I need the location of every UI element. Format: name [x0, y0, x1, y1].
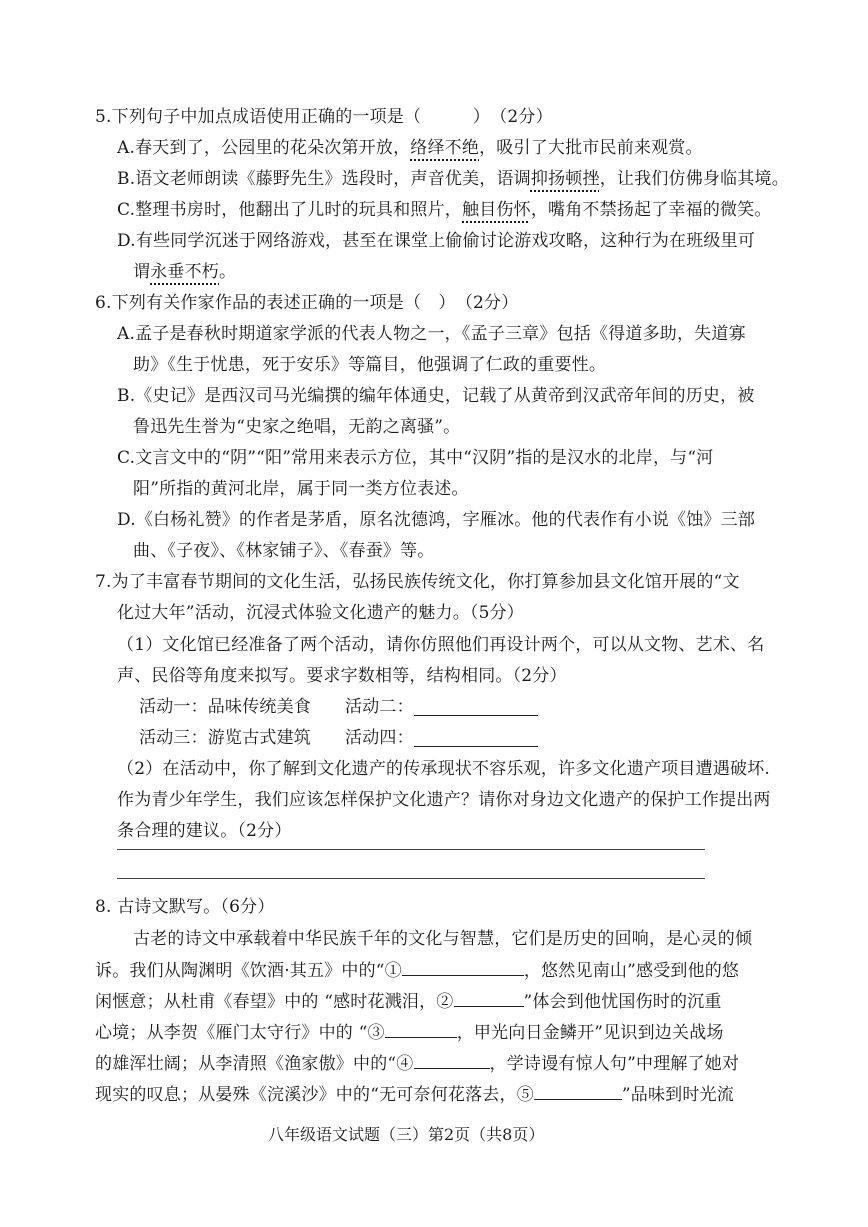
poem-blank-5[interactable]: [534, 1083, 622, 1100]
q6-option-b-line2: 鲁迅先生誉为“史家之绝唱，无韵之离骚”。: [133, 417, 461, 437]
q8-text-line3: 闲惬意；从杜甫《春望》中的 “感时花溅泪，② ”体会到他忧国伤时的沉重: [95, 992, 722, 1012]
q5-option-d-line2: 谓永垂不朽。: [133, 262, 237, 282]
poem-blank-3[interactable]: [385, 1021, 457, 1038]
q5-c-idiom: 触目伤怀: [462, 200, 531, 220]
activity-four-blank[interactable]: [414, 730, 538, 747]
q7-part2-line3: 条合理的建议。（2分）: [117, 821, 292, 841]
q5-stem: 5.下列句子中加点成语使用正确的一项是（ ） （2分）: [95, 107, 553, 127]
q6-option-b-line1: B.《史记》是西汉司马光编撰的编年体通史，记载了从黄帝到汉武帝年间的历史，被: [117, 386, 755, 406]
page-footer: 八年级语文试题（三）第2页（共8页）: [268, 1125, 545, 1144]
activity-two-label: 活动二：: [345, 697, 414, 717]
answer-line-1[interactable]: [117, 849, 705, 850]
q5-option-b: B.语文老师朗读《藤野先生》选段时，声音优美，语调抑扬顿挫，让我们仿佛身临其境。: [117, 169, 789, 189]
q8-text-line5: 的雄浑壮阔；从李清照《渔家傲》中的“④ ，学诗谩有惊人句”中理解了她对: [95, 1054, 740, 1074]
q6-option-c-line1: C.文言文中的“阴”“阳”常用来表示方位，其中“汉阴”指的是汉水的北岸，与“河: [117, 448, 714, 468]
q8-text-line4: 心境；从李贺《雁门太守行》中的 “③ ，甲光向日金鳞开”见识到边关战场: [95, 1023, 724, 1043]
q5-option-a: A.春天到了，公园里的花朵次第开放，络绎不绝，吸引了大批市民前来观赏。: [117, 138, 703, 158]
q7-part1-line1: （1）文化馆已经准备了两个活动，请你仿照他们再设计两个，可以从文物、艺术、名: [117, 635, 765, 655]
q8-text-line6: 现实的叹息；从晏殊《浣溪沙》中的“无可奈何花落去，⑤ ”品味到时光流: [95, 1085, 734, 1105]
q8-stem: 8. 古诗文默写。（6分）: [95, 897, 275, 917]
q7-part2-line1: （2）在活动中，你了解到文化遗产的传承现状不容乐观，许多文化遗产项目遭遇破坏.: [117, 759, 771, 779]
q7-part2-line2: 作为青少年学生，我们应该怎样保护文化遗产？请你对身边文化遗产的保护工作提出两: [117, 790, 771, 810]
q7-stem-line1: 7.为了丰富春节期间的文化生活，弘扬民族传统文化，你打算参加县文化馆开展的“文: [95, 572, 740, 592]
q5-d-idiom: 永垂不朽: [150, 262, 220, 282]
activity-three: 活动三：游览古式建筑: [139, 728, 311, 748]
q6-stem: 6.下列有关作家作品的表述正确的一项是（ ） （2分）: [95, 293, 519, 313]
activity-four-label: 活动四：: [345, 728, 414, 748]
answer-line-2[interactable]: [117, 878, 705, 879]
activity-two-blank[interactable]: [414, 699, 538, 716]
q8-text-line1: 古老的诗文中承载着中华民族千年的文化与智慧，它们是历史的回响，是心灵的倾: [133, 929, 753, 949]
q8-text-line2: 诉。我们从陶渊明《饮酒·其五》中的“① ，悠然见南山”感受到他的悠: [95, 961, 740, 981]
q6-option-a-line2: 助》《生于忧患，死于安乐》等篇目，他强调了仁政的重要性。: [133, 355, 607, 375]
q6-option-a-line1: A.孟子是春秋时期道家学派的代表人物之一，《孟子三章》包括《得道多助，失道寡: [117, 324, 746, 344]
q6-option-c-line2: 阳”所指的黄河北岸，属于同一类方位表述。: [133, 479, 469, 499]
activity-one: 活动一：品味传统美食: [139, 697, 311, 717]
q7-part1-line2: 声、民俗等角度来拟写。要求字数相等，结构相同。（2分）: [117, 666, 567, 686]
poem-blank-1[interactable]: [402, 959, 524, 976]
q5-option-c: C.整理书房时，他翻出了儿时的玩具和照片，触目伤怀，嘴角不禁扬起了幸福的微笑。: [117, 200, 772, 220]
q6-option-d-line1: D.《白杨礼赞》的作者是茅盾，原名沈德鸿，字雁冰。他的代表作有小说《蚀》三部: [117, 510, 756, 530]
q6-option-d-line2: 曲、《子夜》、《林家铺子》、《春蚕》等。: [133, 541, 435, 561]
q5-option-d-line1: D.有些同学沉迷于网络游戏，甚至在课堂上偷偷讨论游戏攻略，这种行为在班级里可: [117, 231, 756, 251]
q5-a-idiom: 络绎不绝: [410, 138, 480, 158]
q5-b-idiom: 抑扬顿挫: [530, 169, 600, 189]
q7-stem-line2: 化过大年”活动，沉浸式体验文化遗产的魅力。（5分）: [117, 603, 525, 623]
poem-blank-2[interactable]: [454, 990, 524, 1007]
poem-blank-4[interactable]: [414, 1052, 490, 1069]
